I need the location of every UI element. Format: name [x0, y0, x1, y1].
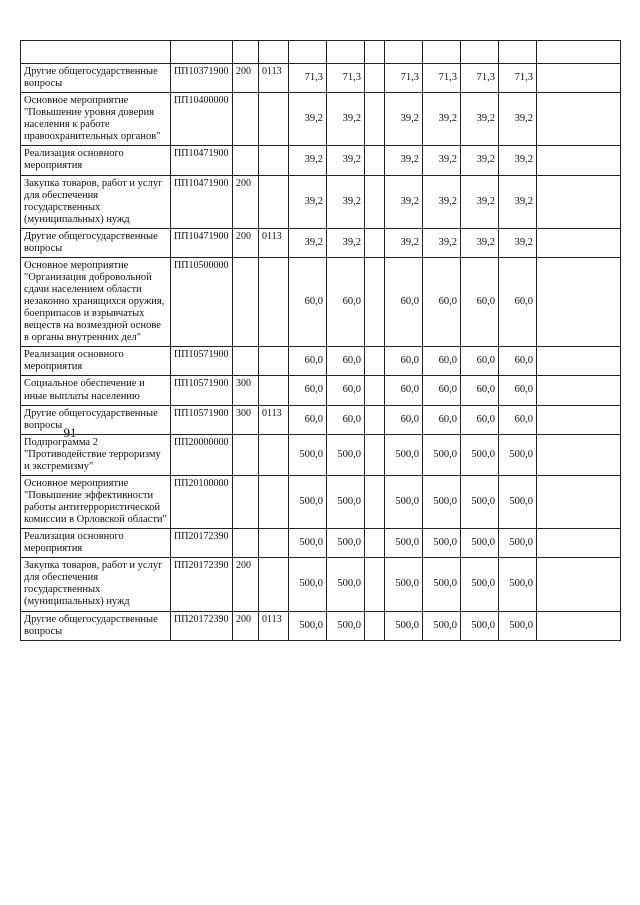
table-cell: 71,3 — [499, 64, 537, 93]
row-name-cell: Закупка товаров, работ и услуг для обеспечения государственных (муниципальных) нужд — [21, 558, 171, 611]
table-header-row — [21, 41, 621, 64]
column-header — [289, 41, 327, 64]
table-cell — [259, 434, 289, 475]
table-cell: 60,0 — [423, 405, 461, 434]
table-cell: 500,0 — [423, 558, 461, 611]
empty-cell — [537, 434, 621, 475]
table-cell: 39,2 — [423, 93, 461, 146]
row-name-cell: Реализация основного мероприятия — [21, 146, 171, 175]
table-cell — [259, 93, 289, 146]
table-row — [21, 347, 621, 376]
target-code-cell: ПП20000000 — [171, 434, 233, 475]
table-cell — [233, 434, 259, 475]
table-cell: 39,2 — [499, 146, 537, 175]
row-name-cell: Основное мероприятие "Организация добровольной сдачи населением области незаконно хранящихся оружия, боеприпасов и взрывчатых веществ на возмездной основе в органы внутренних дел" — [21, 257, 171, 346]
table-cell: 39,2 — [385, 146, 423, 175]
table-row — [21, 475, 621, 528]
table-cell — [259, 146, 289, 175]
table-cell: 39,2 — [423, 228, 461, 257]
table-cell: 60,0 — [461, 257, 499, 346]
table-cell: 500,0 — [289, 558, 327, 611]
table-cell: 39,2 — [327, 93, 365, 146]
target-code-cell: ПП20172390 — [171, 611, 233, 640]
row-name-cell: Другие общегосударственные вопросы — [21, 64, 171, 93]
table-cell — [365, 558, 385, 611]
table-cell: 500,0 — [385, 434, 423, 475]
row-name-cell: Социальное обеспечение и иные выплаты населению — [21, 376, 171, 405]
table-cell: 500,0 — [423, 434, 461, 475]
table-body — [21, 64, 621, 641]
row-name-cell: Закупка товаров, работ и услуг для обеспечения государственных (муниципальных) нужд — [21, 175, 171, 228]
table-cell: 71,3 — [327, 64, 365, 93]
table-cell — [365, 175, 385, 228]
target-code-cell: ПП10471900 — [171, 146, 233, 175]
table-cell: 60,0 — [289, 376, 327, 405]
target-code-cell: ПП10371900 — [171, 64, 233, 93]
empty-cell — [537, 376, 621, 405]
table-cell: 39,2 — [461, 175, 499, 228]
column-header — [233, 41, 259, 64]
empty-cell — [537, 347, 621, 376]
table-cell — [259, 529, 289, 558]
table-cell: 500,0 — [423, 475, 461, 528]
table-cell: 60,0 — [385, 257, 423, 346]
target-code-cell: ПП10571900 — [171, 347, 233, 376]
table-cell: 60,0 — [423, 257, 461, 346]
table-cell: 60,0 — [289, 347, 327, 376]
table-cell: 39,2 — [289, 228, 327, 257]
budget-table — [20, 40, 621, 641]
table-cell: 500,0 — [461, 611, 499, 640]
row-name-cell: Другие общегосударственные вопросы — [21, 228, 171, 257]
target-code-cell: ПП10571900 — [171, 405, 233, 434]
table-cell — [233, 475, 259, 528]
table-cell — [233, 529, 259, 558]
table-cell — [365, 529, 385, 558]
table-cell — [365, 434, 385, 475]
table-cell: 200 — [233, 175, 259, 228]
target-code-cell: ПП20172390 — [171, 529, 233, 558]
table-cell — [259, 257, 289, 346]
table-cell: 60,0 — [461, 405, 499, 434]
table-row — [21, 93, 621, 146]
empty-cell — [537, 175, 621, 228]
table-cell: 500,0 — [289, 434, 327, 475]
table-cell: 39,2 — [499, 175, 537, 228]
row-name-cell: Другие общегосударственные вопросы — [21, 611, 171, 640]
table-cell: 60,0 — [423, 376, 461, 405]
table-cell: 500,0 — [499, 558, 537, 611]
table-cell — [365, 347, 385, 376]
empty-cell — [537, 475, 621, 528]
table-cell: 71,3 — [461, 64, 499, 93]
table-cell — [365, 146, 385, 175]
empty-cell — [537, 146, 621, 175]
target-code-cell: ПП10571900 — [171, 376, 233, 405]
table-cell: 300 — [233, 405, 259, 434]
column-header — [385, 41, 423, 64]
table-cell: 500,0 — [327, 558, 365, 611]
table-row — [21, 228, 621, 257]
table-cell: 500,0 — [423, 529, 461, 558]
table-cell — [365, 376, 385, 405]
target-code-cell: ПП20100000 — [171, 475, 233, 528]
table-cell: 39,2 — [461, 146, 499, 175]
target-code-cell: ПП20172390 — [171, 558, 233, 611]
table-cell: 39,2 — [499, 228, 537, 257]
table-cell: 0113 — [259, 228, 289, 257]
table-cell: 60,0 — [385, 405, 423, 434]
table-cell: 60,0 — [499, 405, 537, 434]
table-cell: 500,0 — [499, 475, 537, 528]
table-cell — [259, 175, 289, 228]
table-cell: 0113 — [259, 611, 289, 640]
column-header — [537, 41, 621, 64]
table-cell: 500,0 — [385, 529, 423, 558]
empty-cell — [537, 257, 621, 346]
table-cell — [365, 93, 385, 146]
table-row — [21, 611, 621, 640]
table-cell: 39,2 — [327, 146, 365, 175]
table-cell — [365, 611, 385, 640]
table-cell — [365, 228, 385, 257]
table-cell: 500,0 — [499, 611, 537, 640]
table-cell: 60,0 — [327, 376, 365, 405]
column-header — [365, 41, 385, 64]
row-name-cell: Реализация основного мероприятия — [21, 529, 171, 558]
table-cell: 500,0 — [289, 475, 327, 528]
table-cell: 39,2 — [461, 93, 499, 146]
table-cell — [365, 405, 385, 434]
target-code-cell: ПП10471900 — [171, 228, 233, 257]
table-cell: 60,0 — [385, 376, 423, 405]
budget-table-wrapper — [20, 40, 620, 641]
table-row — [21, 558, 621, 611]
empty-cell — [537, 558, 621, 611]
table-cell: 71,3 — [385, 64, 423, 93]
table-cell: 500,0 — [461, 529, 499, 558]
table-cell — [365, 475, 385, 528]
table-cell: 500,0 — [499, 529, 537, 558]
table-cell: 500,0 — [461, 475, 499, 528]
table-row — [21, 257, 621, 346]
empty-cell — [537, 228, 621, 257]
table-cell: 39,2 — [385, 228, 423, 257]
table-row — [21, 146, 621, 175]
table-cell — [365, 64, 385, 93]
table-row — [21, 376, 621, 405]
empty-cell — [537, 93, 621, 146]
table-cell — [259, 347, 289, 376]
row-name-cell: Другие общегосударственные вопросы — [21, 405, 171, 434]
table-cell — [259, 475, 289, 528]
table-cell: 500,0 — [327, 611, 365, 640]
table-cell: 300 — [233, 376, 259, 405]
table-cell: 39,2 — [461, 228, 499, 257]
column-header — [461, 41, 499, 64]
column-header — [327, 41, 365, 64]
table-cell — [233, 347, 259, 376]
row-name-cell: Основное мероприятие "Повышение эффективности работы антитеррористической комиссии в Орловской области" — [21, 475, 171, 528]
table-cell: 500,0 — [289, 611, 327, 640]
table-cell: 39,2 — [423, 146, 461, 175]
table-cell: 60,0 — [499, 376, 537, 405]
table-cell: 60,0 — [289, 257, 327, 346]
table-cell: 200 — [233, 611, 259, 640]
table-cell: 500,0 — [461, 558, 499, 611]
column-header — [171, 41, 233, 64]
empty-cell — [537, 529, 621, 558]
target-code-cell: ПП10500000 — [171, 257, 233, 346]
table-cell: 500,0 — [327, 475, 365, 528]
row-name-cell: Реализация основного мероприятия — [21, 347, 171, 376]
table-cell: 39,2 — [327, 228, 365, 257]
table-cell: 60,0 — [461, 376, 499, 405]
table-cell: 500,0 — [461, 434, 499, 475]
table-cell: 200 — [233, 558, 259, 611]
empty-cell — [537, 64, 621, 93]
table-cell: 60,0 — [423, 347, 461, 376]
table-row — [21, 529, 621, 558]
table-cell: 60,0 — [289, 405, 327, 434]
table-row — [21, 64, 621, 93]
table-row — [21, 434, 621, 475]
column-header — [423, 41, 461, 64]
table-cell: 500,0 — [385, 611, 423, 640]
column-header — [21, 41, 171, 64]
row-name-cell: Подпрограмма 2 "Противодействие терроризму и экстремизму" — [21, 434, 171, 475]
table-cell: 500,0 — [327, 529, 365, 558]
table-cell: 39,2 — [327, 175, 365, 228]
table-cell: 200 — [233, 228, 259, 257]
table-cell — [259, 376, 289, 405]
table-cell: 60,0 — [327, 257, 365, 346]
table-cell: 500,0 — [385, 558, 423, 611]
table-cell — [259, 558, 289, 611]
row-name-cell: Основное мероприятие "Повышение уровня доверия населения к работе правоохранительных органов" — [21, 93, 171, 146]
table-cell: 60,0 — [327, 405, 365, 434]
table-cell: 500,0 — [499, 434, 537, 475]
table-row — [21, 405, 621, 434]
table-cell: 200 — [233, 64, 259, 93]
table-cell: 39,2 — [289, 146, 327, 175]
table-cell: 500,0 — [327, 434, 365, 475]
table-cell: 71,3 — [423, 64, 461, 93]
table-cell: 60,0 — [499, 257, 537, 346]
table-cell: 39,2 — [289, 93, 327, 146]
table-cell — [233, 257, 259, 346]
table-cell: 0113 — [259, 405, 289, 434]
table-row — [21, 175, 621, 228]
table-cell: 60,0 — [461, 347, 499, 376]
column-header — [259, 41, 289, 64]
table-cell: 39,2 — [385, 93, 423, 146]
table-cell: 39,2 — [499, 93, 537, 146]
table-cell: 0113 — [259, 64, 289, 93]
table-cell — [233, 93, 259, 146]
table-cell — [233, 146, 259, 175]
table-cell: 39,2 — [385, 175, 423, 228]
table-cell: 71,3 — [289, 64, 327, 93]
table-cell: 39,2 — [423, 175, 461, 228]
empty-cell — [537, 611, 621, 640]
table-cell: 500,0 — [289, 529, 327, 558]
table-cell: 500,0 — [385, 475, 423, 528]
table-cell: 500,0 — [423, 611, 461, 640]
empty-cell — [537, 405, 621, 434]
target-code-cell: ПП10400000 — [171, 93, 233, 146]
table-cell: 60,0 — [499, 347, 537, 376]
column-header — [499, 41, 537, 64]
target-code-cell: ПП10471900 — [171, 175, 233, 228]
page-number: 91 — [63, 425, 77, 440]
table-cell: 60,0 — [385, 347, 423, 376]
table-cell: 39,2 — [289, 175, 327, 228]
table-cell: 60,0 — [327, 347, 365, 376]
table-cell — [365, 257, 385, 346]
